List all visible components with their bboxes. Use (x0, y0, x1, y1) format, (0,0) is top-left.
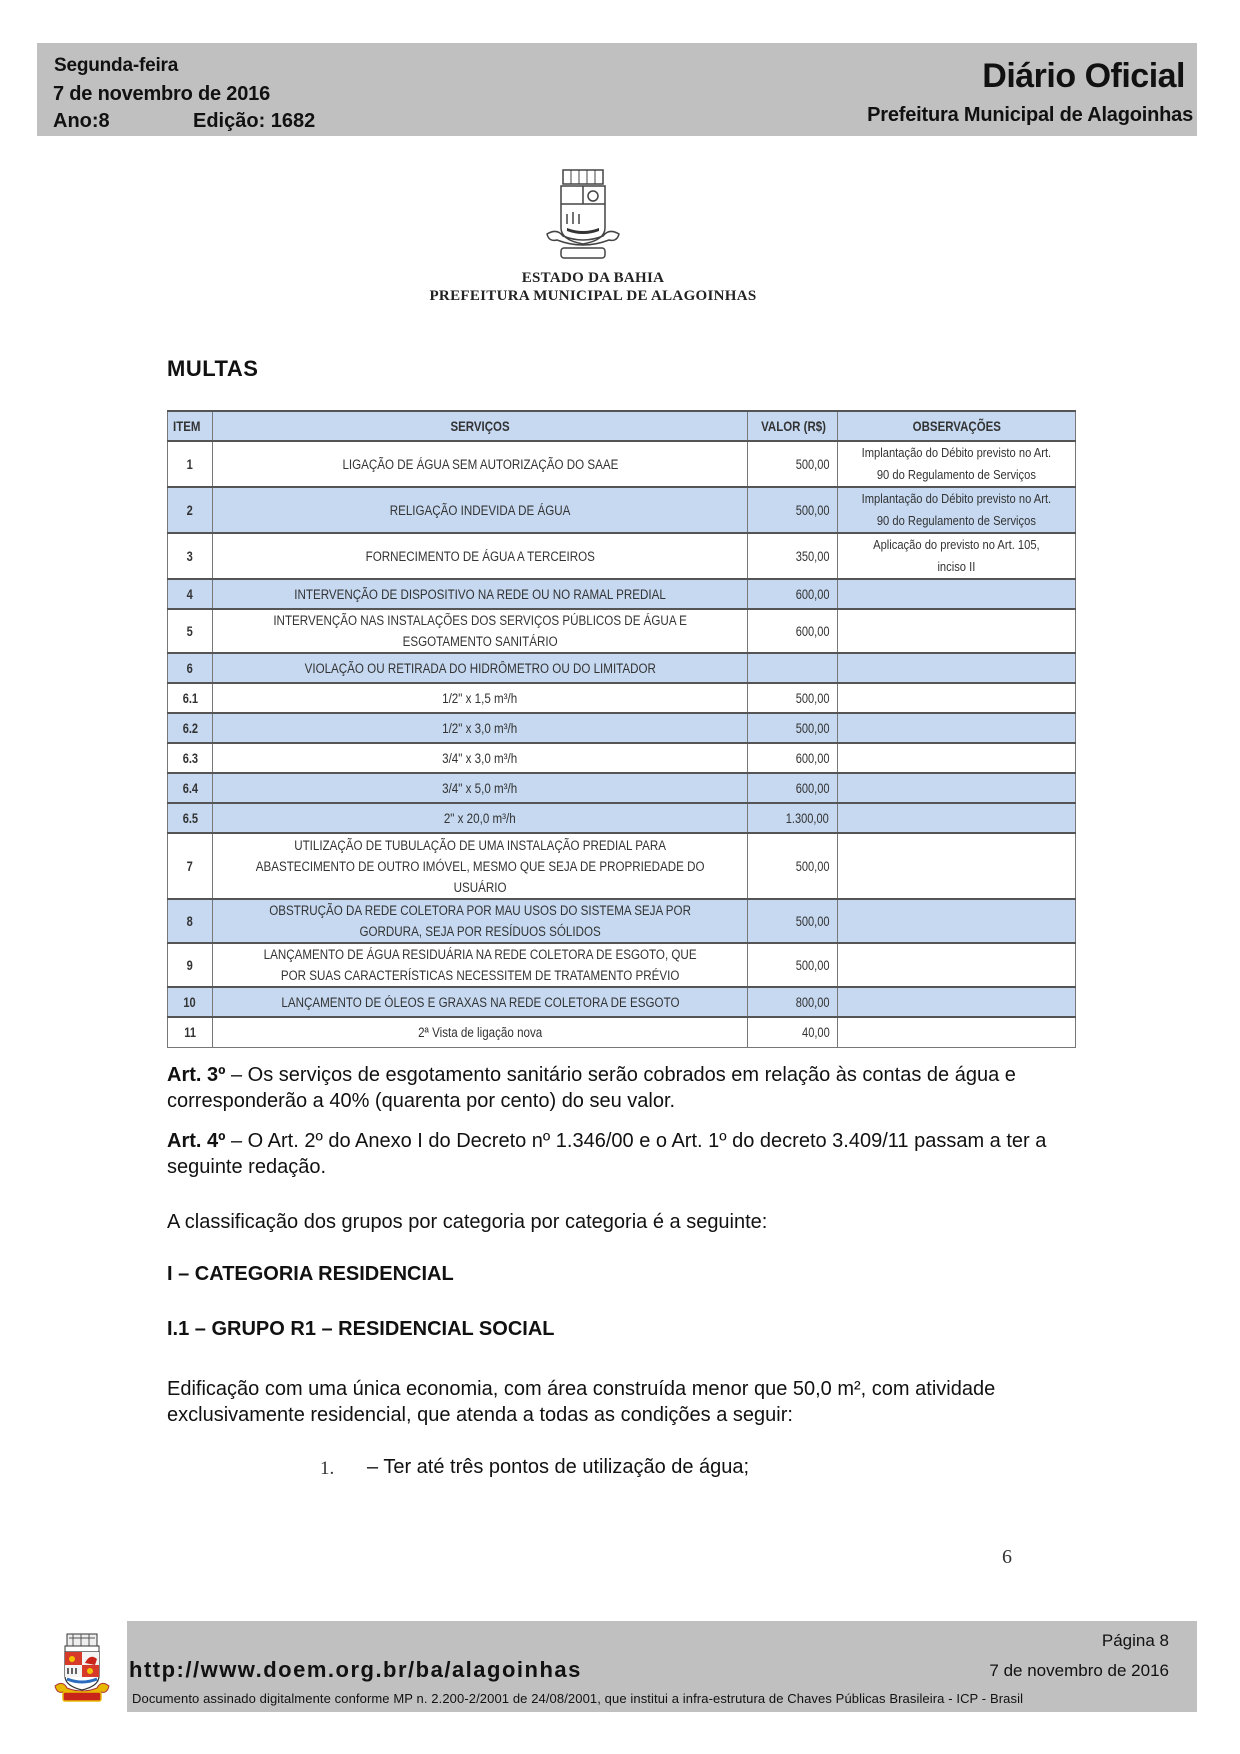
cell-item: 2 (168, 487, 213, 533)
cell-item: 1 (168, 441, 213, 487)
cell-item: 5 (168, 609, 213, 653)
cell-observation (838, 987, 1076, 1017)
table-row (168, 743, 1076, 773)
cell-value: 600,00 (748, 579, 838, 609)
article-3 (167, 1062, 1047, 1114)
cell-service: INTERVENÇÃO NAS INSTALAÇÕES DOS SERVIÇOS PÚBLICOS DE ÁGUA E ESGOTAMENTO SANITÁRIO (212, 609, 747, 653)
article-3-text: – Os serviços de esgotamento sanitário serão cobrados em relação às contas de água e corresponderão a 40% (quarenta por cento) do seu valor. (167, 1064, 1016, 1112)
table-row (168, 803, 1076, 833)
cell-value: 800,00 (748, 987, 838, 1017)
cell-observation (838, 713, 1076, 743)
column-header-value: VALOR (R$) (748, 411, 838, 441)
cell-observation: Aplicação do previsto no Art. 105, inciso II (838, 533, 1076, 579)
letterhead-municipality: PREFEITURA MUNICIPAL DE ALAGOINHAS (429, 288, 757, 304)
classification-text: A classificação dos grupos por categoria por categoria é a seguinte: (167, 1211, 768, 1233)
article-4-label: Art. 4º (167, 1130, 226, 1152)
cell-value: 500,00 (748, 441, 838, 487)
table-row (168, 833, 1076, 899)
footer-page-number: Página 8 (1101, 1631, 1169, 1650)
cell-value: 500,00 (748, 487, 838, 533)
cell-item: 4 (168, 579, 213, 609)
cell-value: 600,00 (748, 743, 838, 773)
header-weekday: Segunda-feira (54, 55, 179, 76)
list-item-number: 1. (320, 1458, 335, 1479)
header-edition: Edição: 1682 (193, 110, 316, 132)
cell-service: 3/4" x 5,0 m³/h (212, 773, 747, 803)
section-title: MULTAS (167, 356, 259, 381)
table-row (168, 579, 1076, 609)
cell-service: FORNECIMENTO DE ÁGUA A TERCEIROS (212, 533, 747, 579)
cell-value (748, 653, 838, 683)
cell-observation (838, 743, 1076, 773)
header-year: Ano:8 (53, 110, 110, 132)
cell-service: 2ª Vista de ligação nova (212, 1017, 747, 1047)
cell-item: 10 (168, 987, 213, 1017)
table-row (168, 683, 1076, 713)
cell-value: 500,00 (748, 833, 838, 899)
article-4-text: – O Art. 2º do Anexo I do Decreto nº 1.346/00 e o Art. 1º do decreto 3.409/11 passam a ter a seguinte redação. (167, 1130, 1047, 1178)
cell-service: LANÇAMENTO DE ÁGUA RESIDUÁRIA NA REDE COLETORA DE ESGOTO, QUE POR SUAS CARACTERÍSTICAS NECESSITEM DE TRATAMENTO PRÉVIO (212, 943, 747, 987)
header-date: 7 de novembro de 2016 (53, 83, 271, 105)
column-header-item: ITEM (168, 411, 213, 441)
table-header-row (168, 411, 1076, 441)
cell-item: 6.5 (168, 803, 213, 833)
footer-signature-note: Documento assinado digitalmente conforme MP n. 2.200-2/2001 de 24/08/2001, que institui a infra-estrutura de Chaves Públicas Brasileira - ICP - Brasil (132, 1691, 1024, 1706)
cell-observation: Implantação do Débito previsto no Art. 90 do Regulamento de Serviços (838, 441, 1076, 487)
cell-item: 8 (168, 899, 213, 943)
cell-observation (838, 773, 1076, 803)
cell-service: LANÇAMENTO DE ÓLEOS E GRAXAS NA REDE COLETORA DE ESGOTO (212, 987, 747, 1017)
cell-observation (838, 1017, 1076, 1047)
cell-value: 350,00 (748, 533, 838, 579)
table-row (168, 987, 1076, 1017)
cell-item: 6 (168, 653, 213, 683)
cell-service: OBSTRUÇÃO DA REDE COLETORA POR MAU USOS DO SISTEMA SEJA POR GORDURA, SEJA POR RESÍDUOS SÓLIDOS (212, 899, 747, 943)
alagoinhas-coat-of-arms-icon (53, 1632, 111, 1704)
cell-item: 7 (168, 833, 213, 899)
cell-value: 500,00 (748, 683, 838, 713)
cell-value: 500,00 (748, 713, 838, 743)
cell-observation (838, 653, 1076, 683)
footer-date: 7 de novembro de 2016 (989, 1661, 1169, 1680)
cell-service: UTILIZAÇÃO DE TUBULAÇÃO DE UMA INSTALAÇÃO PREDIAL PARA ABASTECIMENTO DE OUTRO IMÓVEL, MESMO QUE SEJA DE PROPRIEDADE DO USUÁRIO (212, 833, 747, 899)
table-row (168, 653, 1076, 683)
cell-item: 6.1 (168, 683, 213, 713)
table-row (168, 773, 1076, 803)
column-header-observations: OBSERVAÇÕES (838, 411, 1076, 441)
cell-service: VIOLAÇÃO OU RETIRADA DO HIDRÔMETRO OU DO LIMITADOR (212, 653, 747, 683)
table-row (168, 1017, 1076, 1047)
page-header (37, 43, 1197, 136)
table-row (168, 609, 1076, 653)
cell-item: 6.2 (168, 713, 213, 743)
cell-value: 1.300,00 (748, 803, 838, 833)
municipal-coat-of-arms-icon (545, 168, 621, 264)
cell-observation (838, 683, 1076, 713)
cell-observation: Implantação do Débito previsto no Art. 90 do Regulamento de Serviços (838, 487, 1076, 533)
cell-value: 500,00 (748, 899, 838, 943)
cell-service: 1/2" x 1,5 m³/h (212, 683, 747, 713)
group-description: Edificação com uma única economia, com área construída menor que 50,0 m², com atividade exclusivamente residencial, que atenda a todas as condições a seguir: (167, 1378, 996, 1426)
cell-service: LIGAÇÃO DE ÁGUA SEM AUTORIZAÇÃO DO SAAE (212, 441, 747, 487)
cell-value: 500,00 (748, 943, 838, 987)
cell-item: 11 (168, 1017, 213, 1047)
cell-observation (838, 803, 1076, 833)
cell-observation (838, 579, 1076, 609)
cell-service: 1/2" x 3,0 m³/h (212, 713, 747, 743)
cell-item: 6.3 (168, 743, 213, 773)
cell-item: 3 (168, 533, 213, 579)
cell-observation (838, 943, 1076, 987)
table-row (168, 899, 1076, 943)
column-header-services: SERVIÇOS (212, 411, 747, 441)
cell-observation (838, 833, 1076, 899)
heading-category-residential: I – CATEGORIA RESIDENCIAL (167, 1263, 454, 1285)
cell-value: 600,00 (748, 609, 838, 653)
article-3-label: Art. 3º (167, 1064, 226, 1086)
cell-value: 40,00 (748, 1017, 838, 1047)
cell-service: 3/4" x 3,0 m³/h (212, 743, 747, 773)
table-row (168, 713, 1076, 743)
table-row (168, 441, 1076, 487)
source-page-number: 6 (1002, 1546, 1012, 1568)
header-subtitle: Prefeitura Municipal de Alagoinhas (867, 104, 1193, 126)
article-4 (167, 1128, 1047, 1180)
letterhead-state: ESTADO DA BAHIA (521, 270, 665, 286)
table-row (168, 943, 1076, 987)
header-title: Diário Oficial (982, 57, 1185, 95)
list-item-text: – Ter até três pontos de utilização de água; (367, 1456, 750, 1478)
page-footer (127, 1621, 1197, 1712)
heading-group-r1: I.1 – GRUPO R1 – RESIDENCIAL SOCIAL (167, 1318, 555, 1340)
cell-value: 600,00 (748, 773, 838, 803)
cell-service: RELIGAÇÃO INDEVIDA DE ÁGUA (212, 487, 747, 533)
cell-item: 6.4 (168, 773, 213, 803)
cell-service: INTERVENÇÃO DE DISPOSITIVO NA REDE OU NO RAMAL PREDIAL (212, 579, 747, 609)
table-row (168, 487, 1076, 533)
cell-observation (838, 609, 1076, 653)
cell-observation (838, 899, 1076, 943)
footer-url-link[interactable]: http://www.doem.org.br/ba/alagoinhas (129, 1657, 582, 1682)
cell-item: 9 (168, 943, 213, 987)
cell-service: 2" x 20,0 m³/h (212, 803, 747, 833)
table-row (168, 533, 1076, 579)
fines-table (167, 410, 1076, 1048)
